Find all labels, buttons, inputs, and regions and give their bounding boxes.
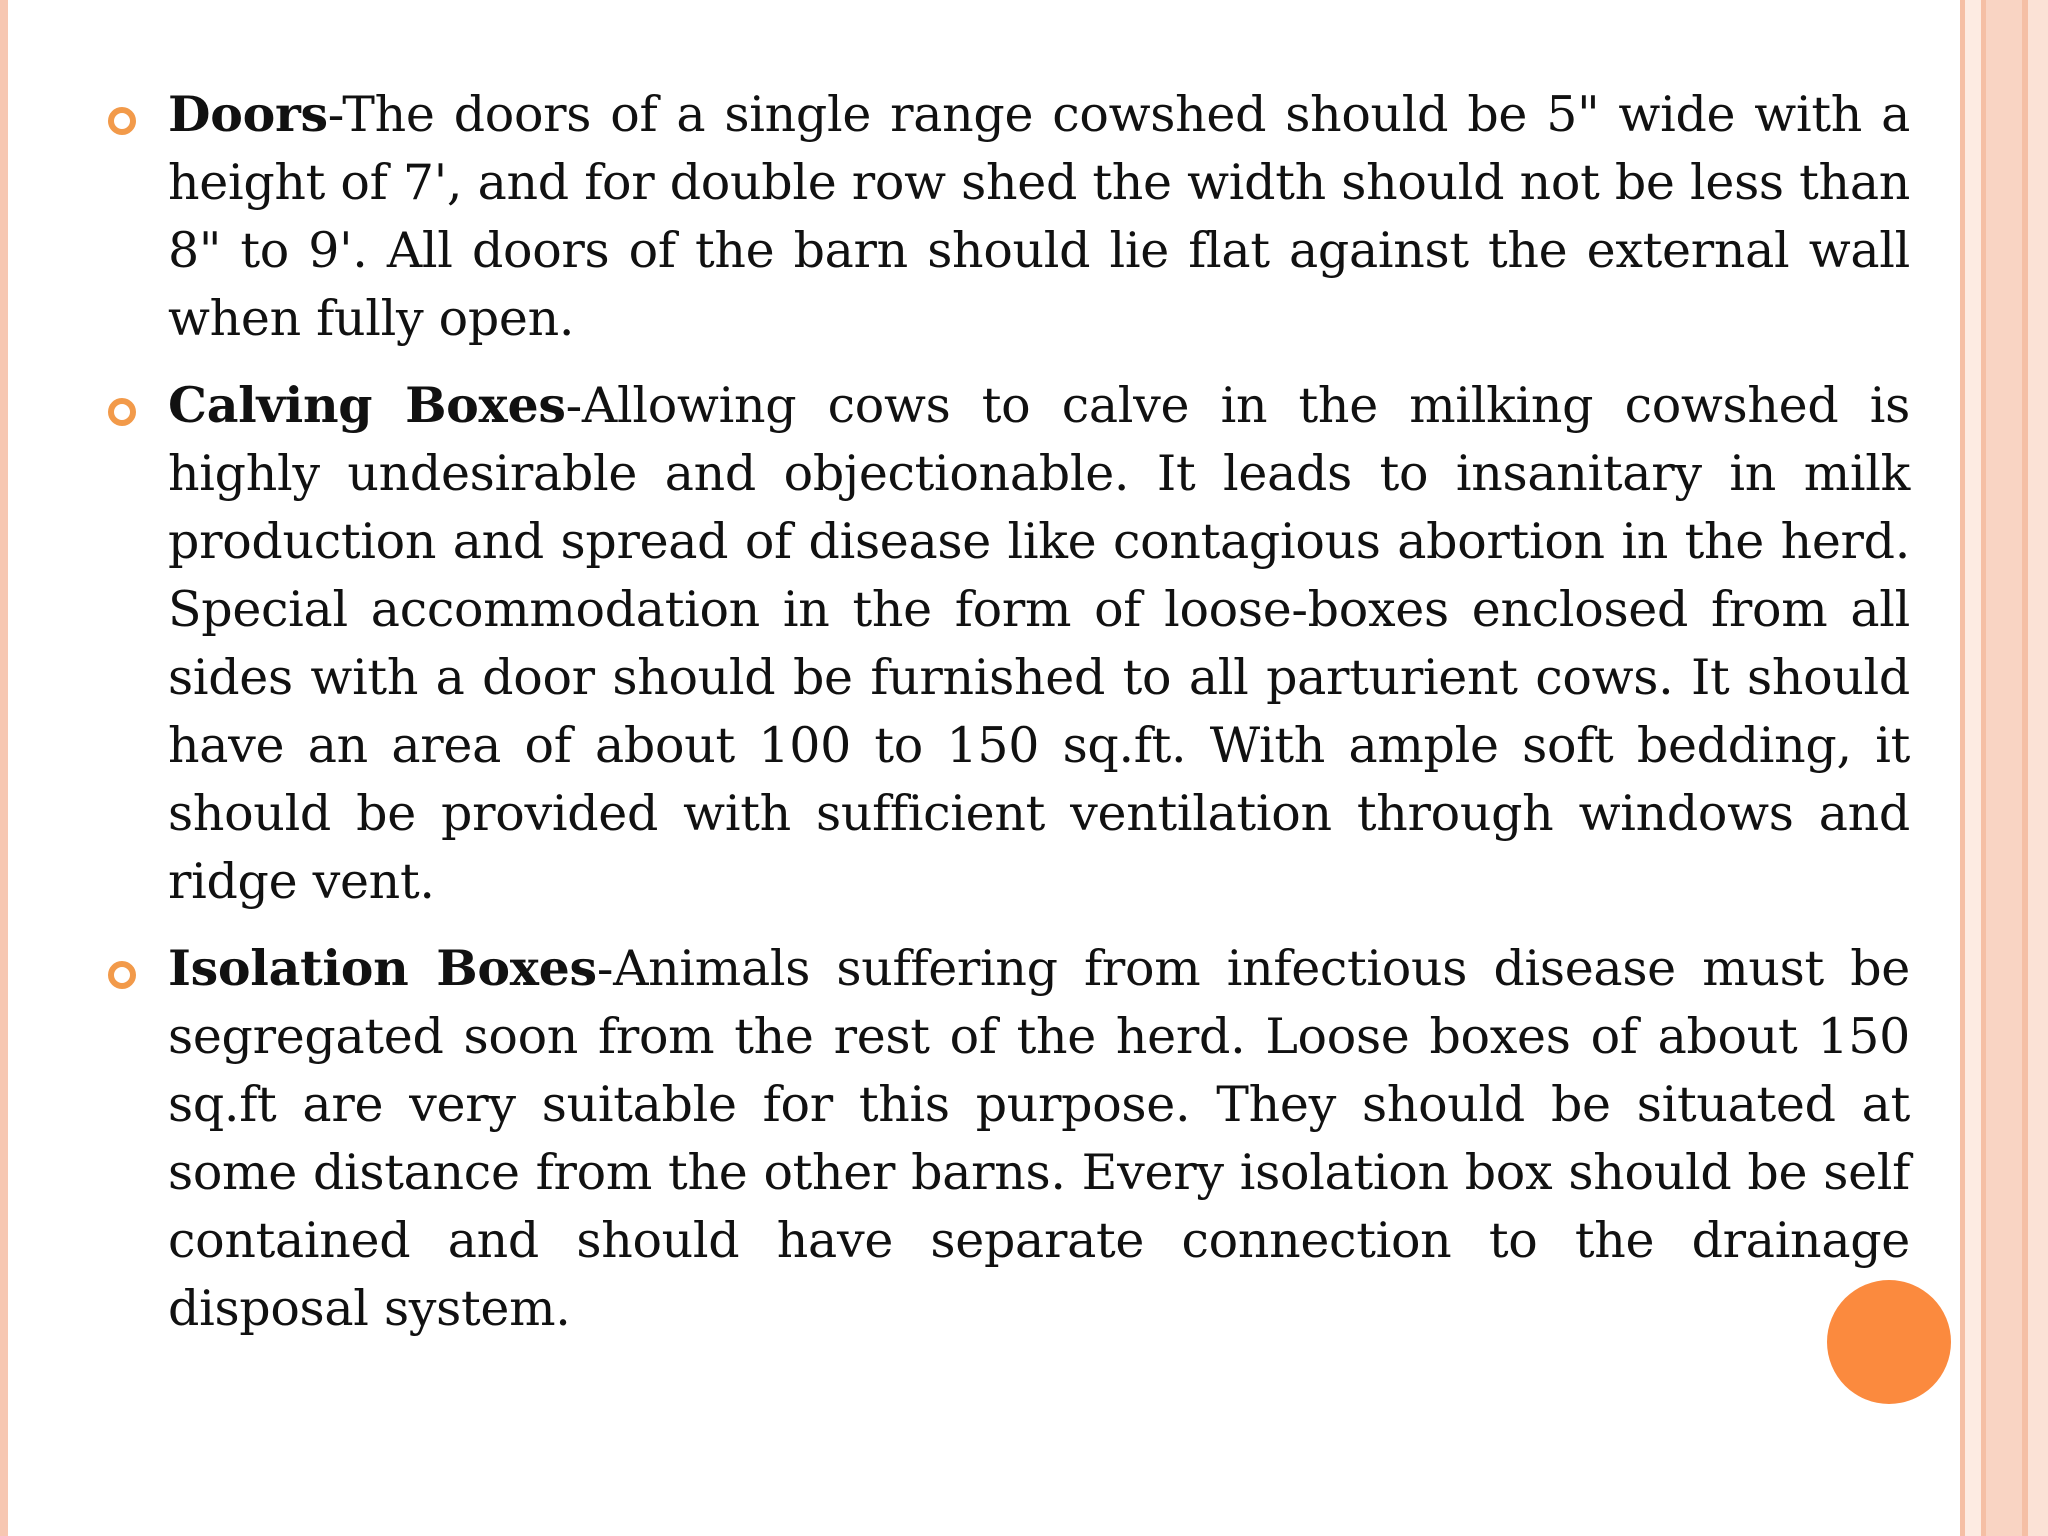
bullet-item-isolation-boxes bbox=[100, 934, 1910, 1343]
right-band-fill bbox=[1986, 0, 2022, 1536]
bullet-body: -Animals suffering from infectious disease must be segregated soon from the rest of the herd. Loose boxes of about 150 sq.ft are very suitable for this purpose. They should be situated at some distance from the other barns. Every isolation box should be self contained and should have separate connection to the drainage disposal system. bbox=[168, 940, 1910, 1337]
right-band-fill bbox=[2028, 0, 2048, 1536]
bullet-heading: Isolation Boxes bbox=[168, 939, 597, 997]
bullet-ring-icon bbox=[108, 961, 136, 989]
left-accent-stripe bbox=[0, 0, 8, 1536]
bullet-ring-icon bbox=[108, 398, 136, 426]
bullet-heading: Calving Boxes bbox=[168, 376, 566, 434]
bullet-item-doors bbox=[100, 80, 1910, 353]
bullet-text bbox=[168, 80, 1910, 353]
bullet-body: -Allowing cows to calve in the milking cowshed is highly undesirable and objectionable. It leads to insanitary in milk production and spread of disease like contagious abortion in the herd. Special accommodation in the form of loose-boxes enclosed from all sides with a door should be furnished to all parturient cows. It should have an area of about 100 to 150 sq.ft. With ample soft bedding, it should be provided with sufficient ventilation through windows and ridge vent. bbox=[168, 377, 1910, 910]
bullet-heading: Doors bbox=[168, 85, 328, 143]
bullet-list bbox=[100, 80, 1910, 1361]
bullet-ring-icon bbox=[108, 107, 136, 135]
bullet-text bbox=[168, 371, 1910, 916]
bullet-body: -The doors of a single range cowshed should be 5" wide with a height of 7', and for double row shed the width should not be less than 8" to 9'. All doors of the barn should lie flat against the external wall when fully open. bbox=[168, 86, 1910, 347]
bullet-item-calving-boxes bbox=[100, 371, 1910, 916]
bullet-text bbox=[168, 934, 1910, 1343]
right-band-fill bbox=[1965, 0, 1981, 1536]
